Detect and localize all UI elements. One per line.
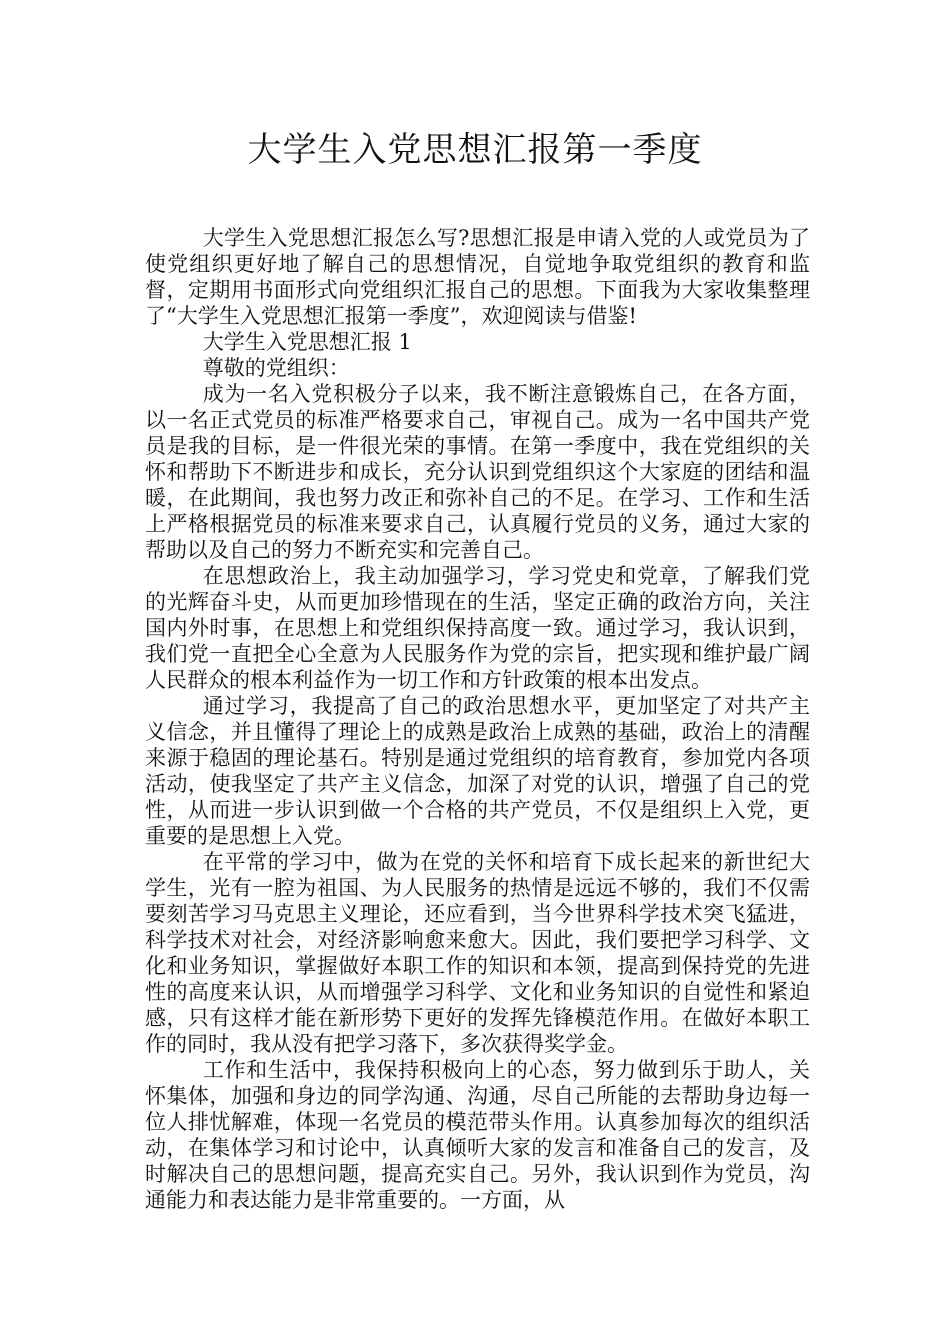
body-paragraph: 在思想政治上，我主动加强学习，学习党史和党章，了解我们党的光辉奋斗史，从而更加珍惜现在的生活，坚定正确的政治方向，关注国内外时事，在思想上和党组织保持高度一致。通过学习，我认识到，我们党一直把全心全意为人民服务作为党的宗旨，把实现和维护最广阔人民群众的根本利益作为一切工作和方针政策的根本出发点。 <box>145 564 810 692</box>
body-paragraph: 通过学习，我提高了自己的政治思想水平，更加坚定了对共产主义信念，并且懂得了理论上的成熟是政治上成熟的基础，政治上的清醒来源于稳固的理论基石。特别是通过党组织的培育教育，参加党内各项活动，使我坚定了共产主义信念，加深了对党的认识，增强了自己的党性，从而进一步认识到做一个合格的共产党员，不仅是组织上入党，更重要的是思想上入党。 <box>145 694 810 848</box>
document-title: 大学生入党思想汇报第一季度 <box>247 130 703 170</box>
body-paragraph: 成为一名入党积极分子以来，我不断注意锻炼自己，在各方面，以一名正式党员的标准严格要求自己，审视自己。成为一名中国共产党员是我的目标，是一件很光荣的事情。在第一季度中，我在党组织的关怀和帮助下不断进步和成长，充分认识到党组织这个大家庭的团结和温暖，在此期间，我也努力改正和弥补自己的不足。在学习、工作和生活上严格根据党员的标准来要求自己，认真履行党员的义务，通过大家的帮助以及自己的努力不断充实和完善自己。 <box>145 382 810 562</box>
document-body <box>145 225 810 1213</box>
salutation: 尊敬的党组织： <box>202 356 350 380</box>
report-heading: 大学生入党思想汇报 1 <box>202 330 412 354</box>
intro-paragraph: 大学生入党思想汇报怎么写?思想汇报是申请入党的人或党员为了使党组织更好地了解自己的思想情况，自觉地争取党组织的教育和监督，定期用书面形式向党组织汇报自己的思想。下面我为大家收集整理了“大学生入党思想汇报第一季度”，欢迎阅读与借鉴! <box>145 226 810 328</box>
body-paragraph: 在平常的学习中，做为在党的关怀和培育下成长起来的新世纪大学生，光有一腔为祖国、为人民服务的热情是远远不够的，我们不仅需要刻苦学习马克思主义理论，还应看到，当今世界科学技术突飞猛进，科学技术对社会，对经济影响愈来愈大。因此，我们要把学习科学、文化和业务知识，掌握做好本职工作的知识和本领，提高到保持党的先进性的高度来认识，从而增强学习科学、文化和业务知识的自觉性和紧迫感，只有这样才能在新形势下更好的发挥先锋模范作用。在做好本职工作的同时，我从没有把学习落下，多次获得奖学金。 <box>145 850 810 1056</box>
body-paragraph: 工作和生活中，我保持积极向上的心态，努力做到乐于助人，关怀集体，加强和身边的同学沟通、沟通，尽自己所能的去帮助身边每一位人排忧解难，体现一名党员的模范带头作用。认真参加每次的组织活动，在集体学习和讨论中，认真倾听大家的发言和准备自己的发言，及时解决自己的思想问题，提高充实自己。另外，我认识到作为党员，沟通能力和表达能力是非常重要的。一方面，从 <box>145 1058 810 1212</box>
